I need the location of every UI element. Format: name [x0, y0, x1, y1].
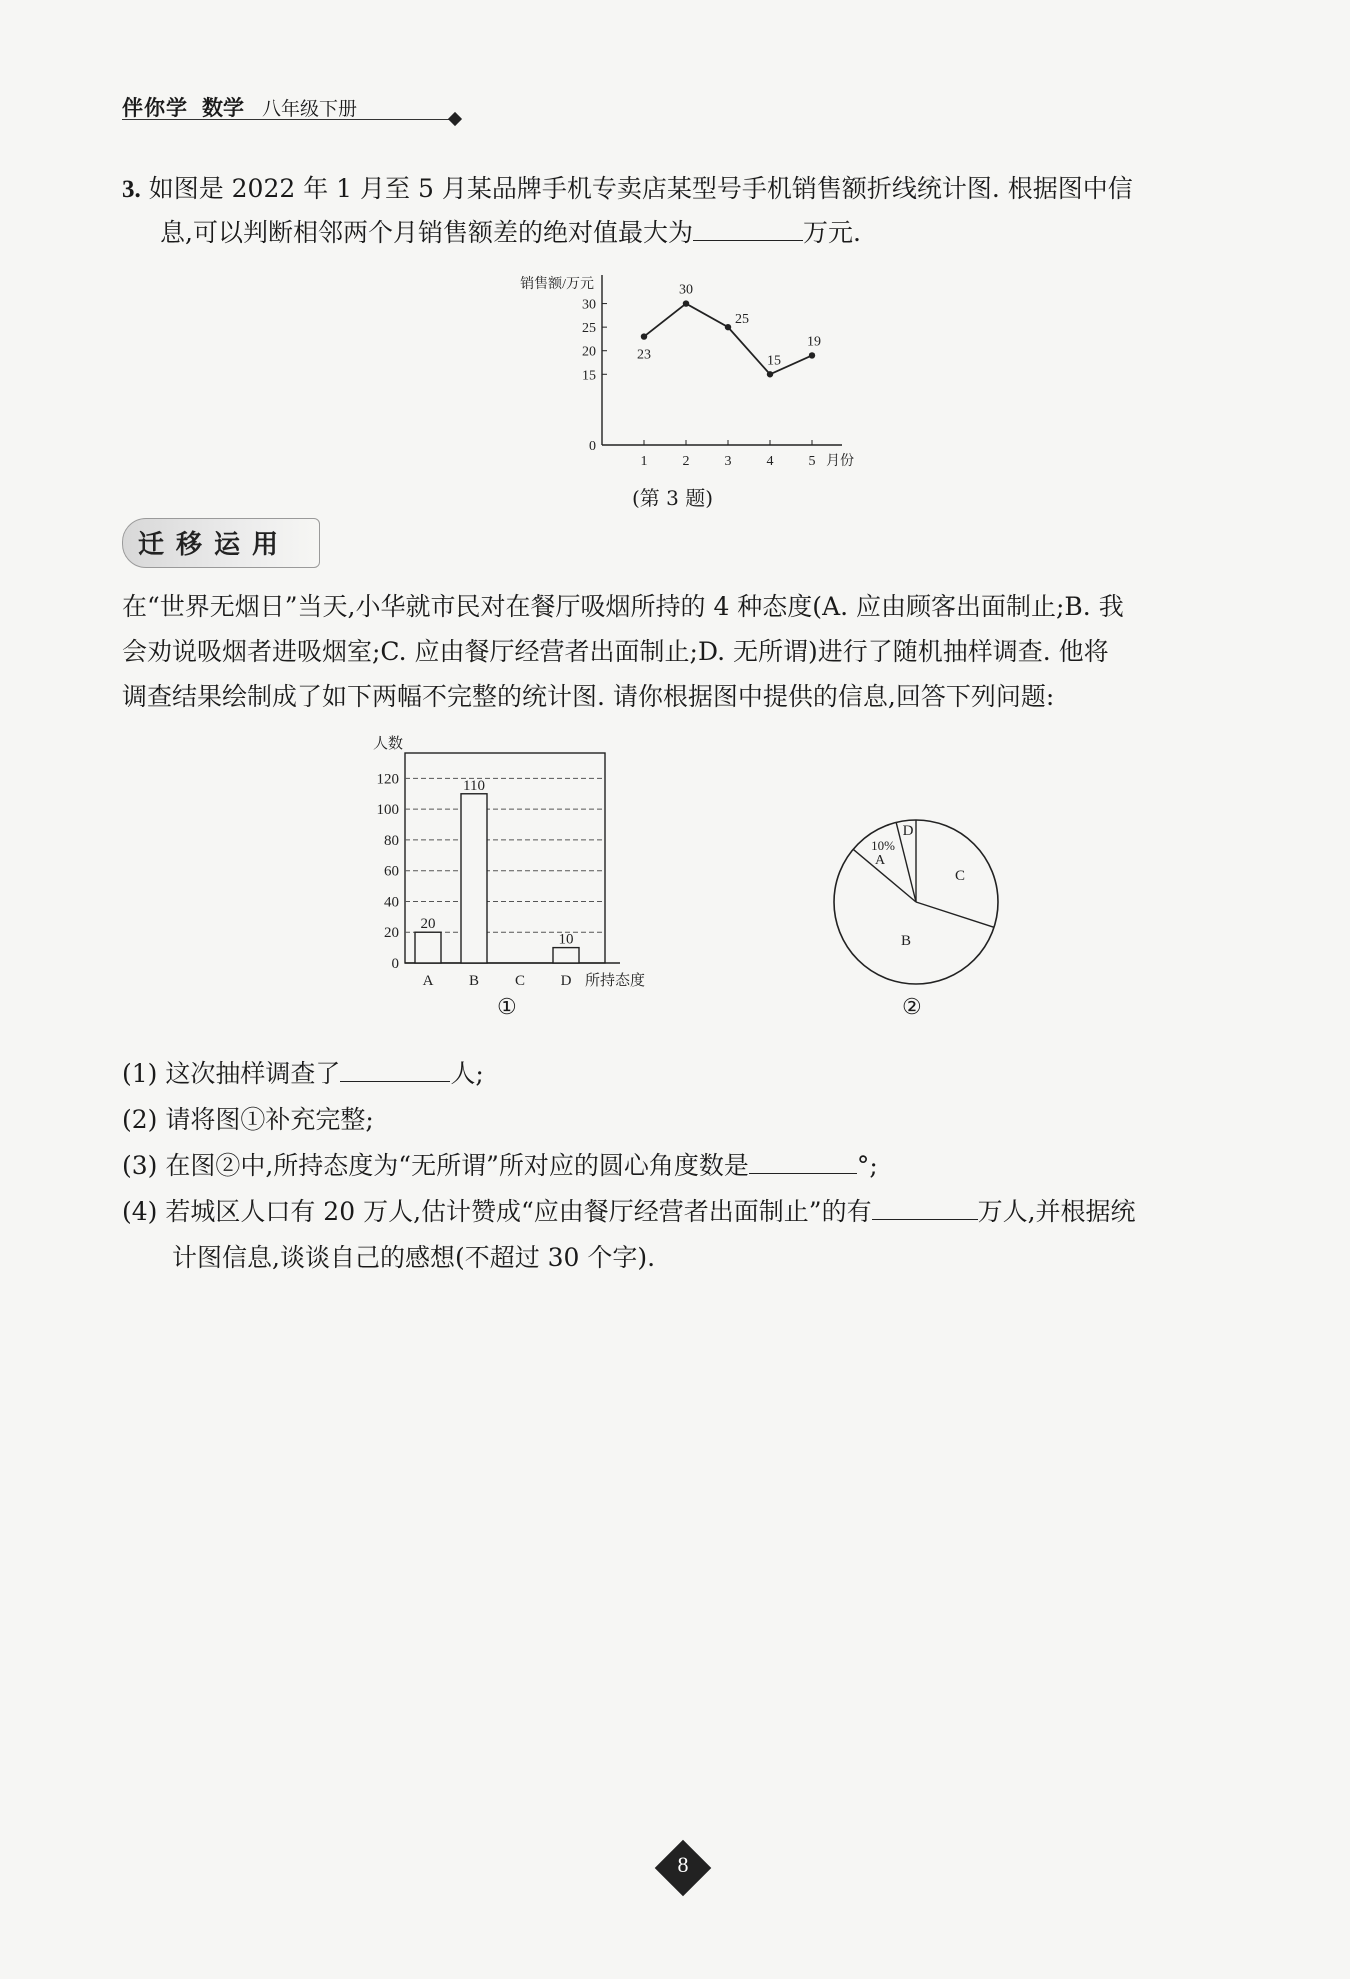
series-line: [644, 304, 812, 375]
header-grade: 八年级下册: [262, 98, 358, 120]
q3-answer-blank[interactable]: [693, 216, 803, 241]
subq-3: [122, 1149, 878, 1183]
y-tick-label: 30: [582, 297, 596, 313]
x-tick-label: D: [560, 973, 572, 989]
subq-1-end: 人;: [450, 1059, 484, 1088]
bar: [553, 948, 579, 963]
q3-text-line2-end: 万元.: [802, 218, 861, 247]
sales-line-chart: [500, 270, 880, 480]
subq-1: [122, 1057, 484, 1091]
attitude-pie-chart: [820, 810, 1020, 990]
subq-2: (2) 请将图①补充完整;: [122, 1105, 374, 1134]
bar-data-label: 20: [420, 916, 436, 933]
subq-4-text: (4) 若城区人口有 20 万人,估计赞成“应由餐厅经营者出面制止”的有: [122, 1197, 872, 1226]
data-point: [809, 352, 815, 358]
q3-text-line1: 如图是 2022 年 1 月至 5 月某品牌手机专卖店某型号手机销售额折线统计图. 根据图中信: [148, 174, 1133, 203]
bar-data-label: 10: [558, 931, 574, 948]
y-tick-label: 20: [384, 925, 399, 942]
page-header: [122, 92, 462, 122]
data-point: [683, 300, 689, 306]
q3-text-line2: 息,可以判断相邻两个月销售额差的绝对值最大为: [160, 218, 693, 247]
intro-line2: 会劝说吸烟者进吸烟室;C. 应由餐厅经营者出面制止;D. 无所谓)进行了随机抽样调查. 他将: [122, 637, 1109, 666]
section-title: 迁移运用: [138, 530, 291, 560]
data-point: [725, 324, 731, 330]
subq-1-text: (1) 这次抽样调查了: [122, 1059, 341, 1088]
header-rule: [122, 119, 452, 120]
pie-figure-label: ②: [902, 995, 922, 1020]
pie-slice-percent: 10%: [871, 838, 895, 853]
y-tick-label: 80: [384, 832, 399, 849]
y-axis-label: 人数: [373, 736, 404, 752]
x-axis-label: 月份: [826, 454, 854, 469]
y-tick-label: 120: [376, 771, 399, 788]
intro-line3: 调查结果绘制成了如下两幅不完整的统计图. 请你根据图中提供的信息,回答下列问题:: [122, 682, 1055, 711]
data-label: 25: [735, 312, 749, 328]
x-tick-label: C: [514, 973, 526, 989]
q3-line2: [160, 216, 861, 250]
q3-number: 3.: [122, 176, 141, 203]
subq-3-text: (3) 在图②中,所持态度为“无所谓”所对应的圆心角度数是: [122, 1151, 749, 1180]
data-label: 23: [637, 347, 651, 363]
subq-4-answer-blank[interactable]: [872, 1195, 978, 1220]
y-tick-label: 15: [582, 368, 596, 384]
subq-1-answer-blank[interactable]: [340, 1057, 450, 1082]
bar-figure-label: ①: [497, 995, 517, 1020]
x-tick-label: 4: [766, 454, 774, 469]
data-label: 15: [767, 353, 781, 369]
y-axis-label: 销售额/万元: [520, 277, 594, 292]
bar-data-label: 110: [463, 777, 485, 794]
data-label: 30: [679, 282, 693, 298]
subq-3-end: °;: [856, 1151, 878, 1180]
header-brand: 伴你学: [122, 96, 188, 120]
pie-slice-label: A: [874, 853, 886, 868]
y-tick-label: 25: [582, 321, 596, 337]
y-tick-label: 0: [589, 439, 596, 454]
q3-caption: (第 3 题): [632, 486, 714, 510]
x-tick-label: 3: [724, 454, 732, 469]
subq-3-answer-blank[interactable]: [749, 1149, 857, 1174]
data-label: 19: [807, 334, 821, 350]
page-number: 8: [677, 1852, 689, 1877]
y-tick-label: 100: [376, 802, 399, 819]
intro-line1: 在“世界无烟日”当天,小华就市民对在餐厅吸烟所持的 4 种态度(A. 应由顾客出面制止;B. 我: [122, 592, 1124, 621]
subq-4-end: 万人,并根据统: [977, 1197, 1136, 1226]
pie-slice-label: C: [954, 868, 966, 884]
y-tick-label: 60: [384, 863, 399, 880]
y-tick-label: 0: [391, 956, 399, 972]
x-tick-label: A: [422, 973, 434, 989]
x-axis-label: 所持态度: [585, 973, 646, 989]
x-tick-label: 5: [808, 454, 816, 469]
x-tick-label: 1: [640, 454, 648, 469]
subq-4-line2: 计图信息,谈谈自己的感想(不超过 30 个字).: [172, 1243, 656, 1272]
x-tick-label: B: [468, 973, 480, 989]
data-point: [641, 333, 647, 339]
y-tick-label: 20: [582, 344, 596, 360]
attitude-bar-chart: [350, 730, 670, 1000]
subq-4: [122, 1195, 1136, 1229]
data-point: [767, 371, 773, 377]
header-subject: 数学: [202, 96, 244, 120]
q3-line1: [122, 172, 1133, 207]
pie-slice-label: B: [900, 933, 912, 949]
bar: [415, 932, 441, 963]
bar: [461, 794, 487, 963]
y-tick-label: 40: [384, 894, 399, 911]
pie-slice-label: D: [902, 823, 914, 839]
x-tick-label: 2: [682, 454, 690, 469]
